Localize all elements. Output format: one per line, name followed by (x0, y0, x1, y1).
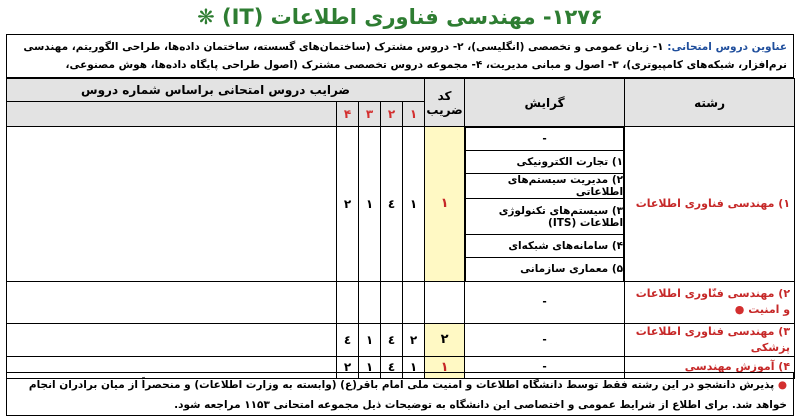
coef-value: ۱ (403, 127, 425, 282)
empty-cell (7, 281, 337, 323)
coef-value: ۱ (359, 323, 381, 356)
course-num-spacer (7, 101, 337, 126)
orientation-item: - (466, 128, 624, 151)
coef-value: ۱ (359, 356, 381, 378)
exam-subjects-label: عناوین دروس امتحانی: (667, 41, 787, 53)
course-num-2: ۲ (381, 101, 403, 126)
coef-value (381, 281, 403, 323)
coef-value: ۱ (359, 127, 381, 282)
footer-note (6, 372, 794, 416)
coef-value: ۲ (337, 127, 359, 282)
orientation-cell: - (465, 281, 625, 323)
exam-subjects-text: ۱- زبان عمومی و تخصصی (انگلیسی)، ۲- دروس مشترک (ساختمان‌های گسسته، ساختمان داده‌ها، طراحی الگوریتم، مهندسی نرم‌افزار، شبکه‌های کامپیوتری)، ۳- اصول و مبانی مدیریت، ۴- مجموعه دروس تخصصی مشترک (اصول طراحی پایگاه داده‌ها، هوش مصنوعی، (23, 41, 787, 71)
orientation-item: ۱) تجارت الکترونیکی (466, 151, 624, 174)
orientation-item: ۳) سیستم‌های تکنولوژی اطلاعات (ITS) (466, 199, 624, 235)
coef-value (359, 281, 381, 323)
coef-value (337, 281, 359, 323)
coef-value: ٤ (381, 323, 403, 356)
coef-value: ٤ (381, 356, 403, 378)
orientation-item: ۲) مدیریت سیستم‌های اطلاعاتی (466, 174, 624, 199)
orientation-header: گرایش (465, 79, 625, 127)
coefficients-table (6, 78, 795, 379)
orientation-item: ۵) معماری سازمانی (466, 258, 624, 281)
coefficients-header: ضرایب دروس امتحانی براساس شماره دروس (7, 79, 425, 102)
orientation-cell (465, 127, 625, 282)
table-row (7, 127, 795, 282)
empty-cell (7, 127, 337, 282)
major-cell: ۱) مهندسی فناوری اطلاعات (625, 127, 795, 282)
major-cell: ۳) مهندسی فناوری اطلاعات پزشکی (625, 323, 795, 356)
coef-code: ۱ (425, 356, 465, 378)
coef-value: ۲ (337, 356, 359, 378)
page-title: ۱۲۷۶- مهندسی فناوری اطلاعات (IT) ❋ (197, 5, 603, 29)
coef-code-header: کد ضریب (425, 79, 465, 127)
table-row (7, 323, 795, 356)
exam-subjects (6, 34, 794, 78)
coef-value: ٤ (337, 323, 359, 356)
course-num-4: ۴ (337, 101, 359, 126)
table-row (7, 281, 795, 323)
bullet-icon: ● (777, 379, 787, 391)
major-cell: ۴) آموزش مهندسی (625, 356, 795, 378)
coef-value (403, 281, 425, 323)
coef-value: ۱ (403, 356, 425, 378)
major-cell: ۲) مهندسی فنّاوری اطلاعات و امنیت ● (625, 281, 795, 323)
coef-code: ۱ (425, 127, 465, 282)
orientation-cell: - (465, 356, 625, 378)
orientation-item: ۴) سامانه‌های شبکه‌ای (466, 235, 624, 258)
course-num-3: ۳ (359, 101, 381, 126)
major-header: رشته (625, 79, 795, 127)
empty-cell (7, 323, 337, 356)
coef-code (425, 281, 465, 323)
coef-value: ٤ (381, 127, 403, 282)
footer-text: پذیرش دانشجو در این رشته فقط توسط دانشگاه اطلاعات و امنیت ملی امام باقر(ع) (وابسته به وزارت اطلاعات) و منحصراً از میان برادران انجام خواهد شد. برای اطلاع از شرایط عمومی و اختصاصی این دانشگاه به توضیحات ذیل مجموعه امتحانی ۱۱۵۳ مراجعه شود. (28, 379, 787, 411)
orientation-cell: - (465, 323, 625, 356)
coef-value: ۲ (403, 323, 425, 356)
course-num-1: ۱ (403, 101, 425, 126)
coef-code: ۲ (425, 323, 465, 356)
